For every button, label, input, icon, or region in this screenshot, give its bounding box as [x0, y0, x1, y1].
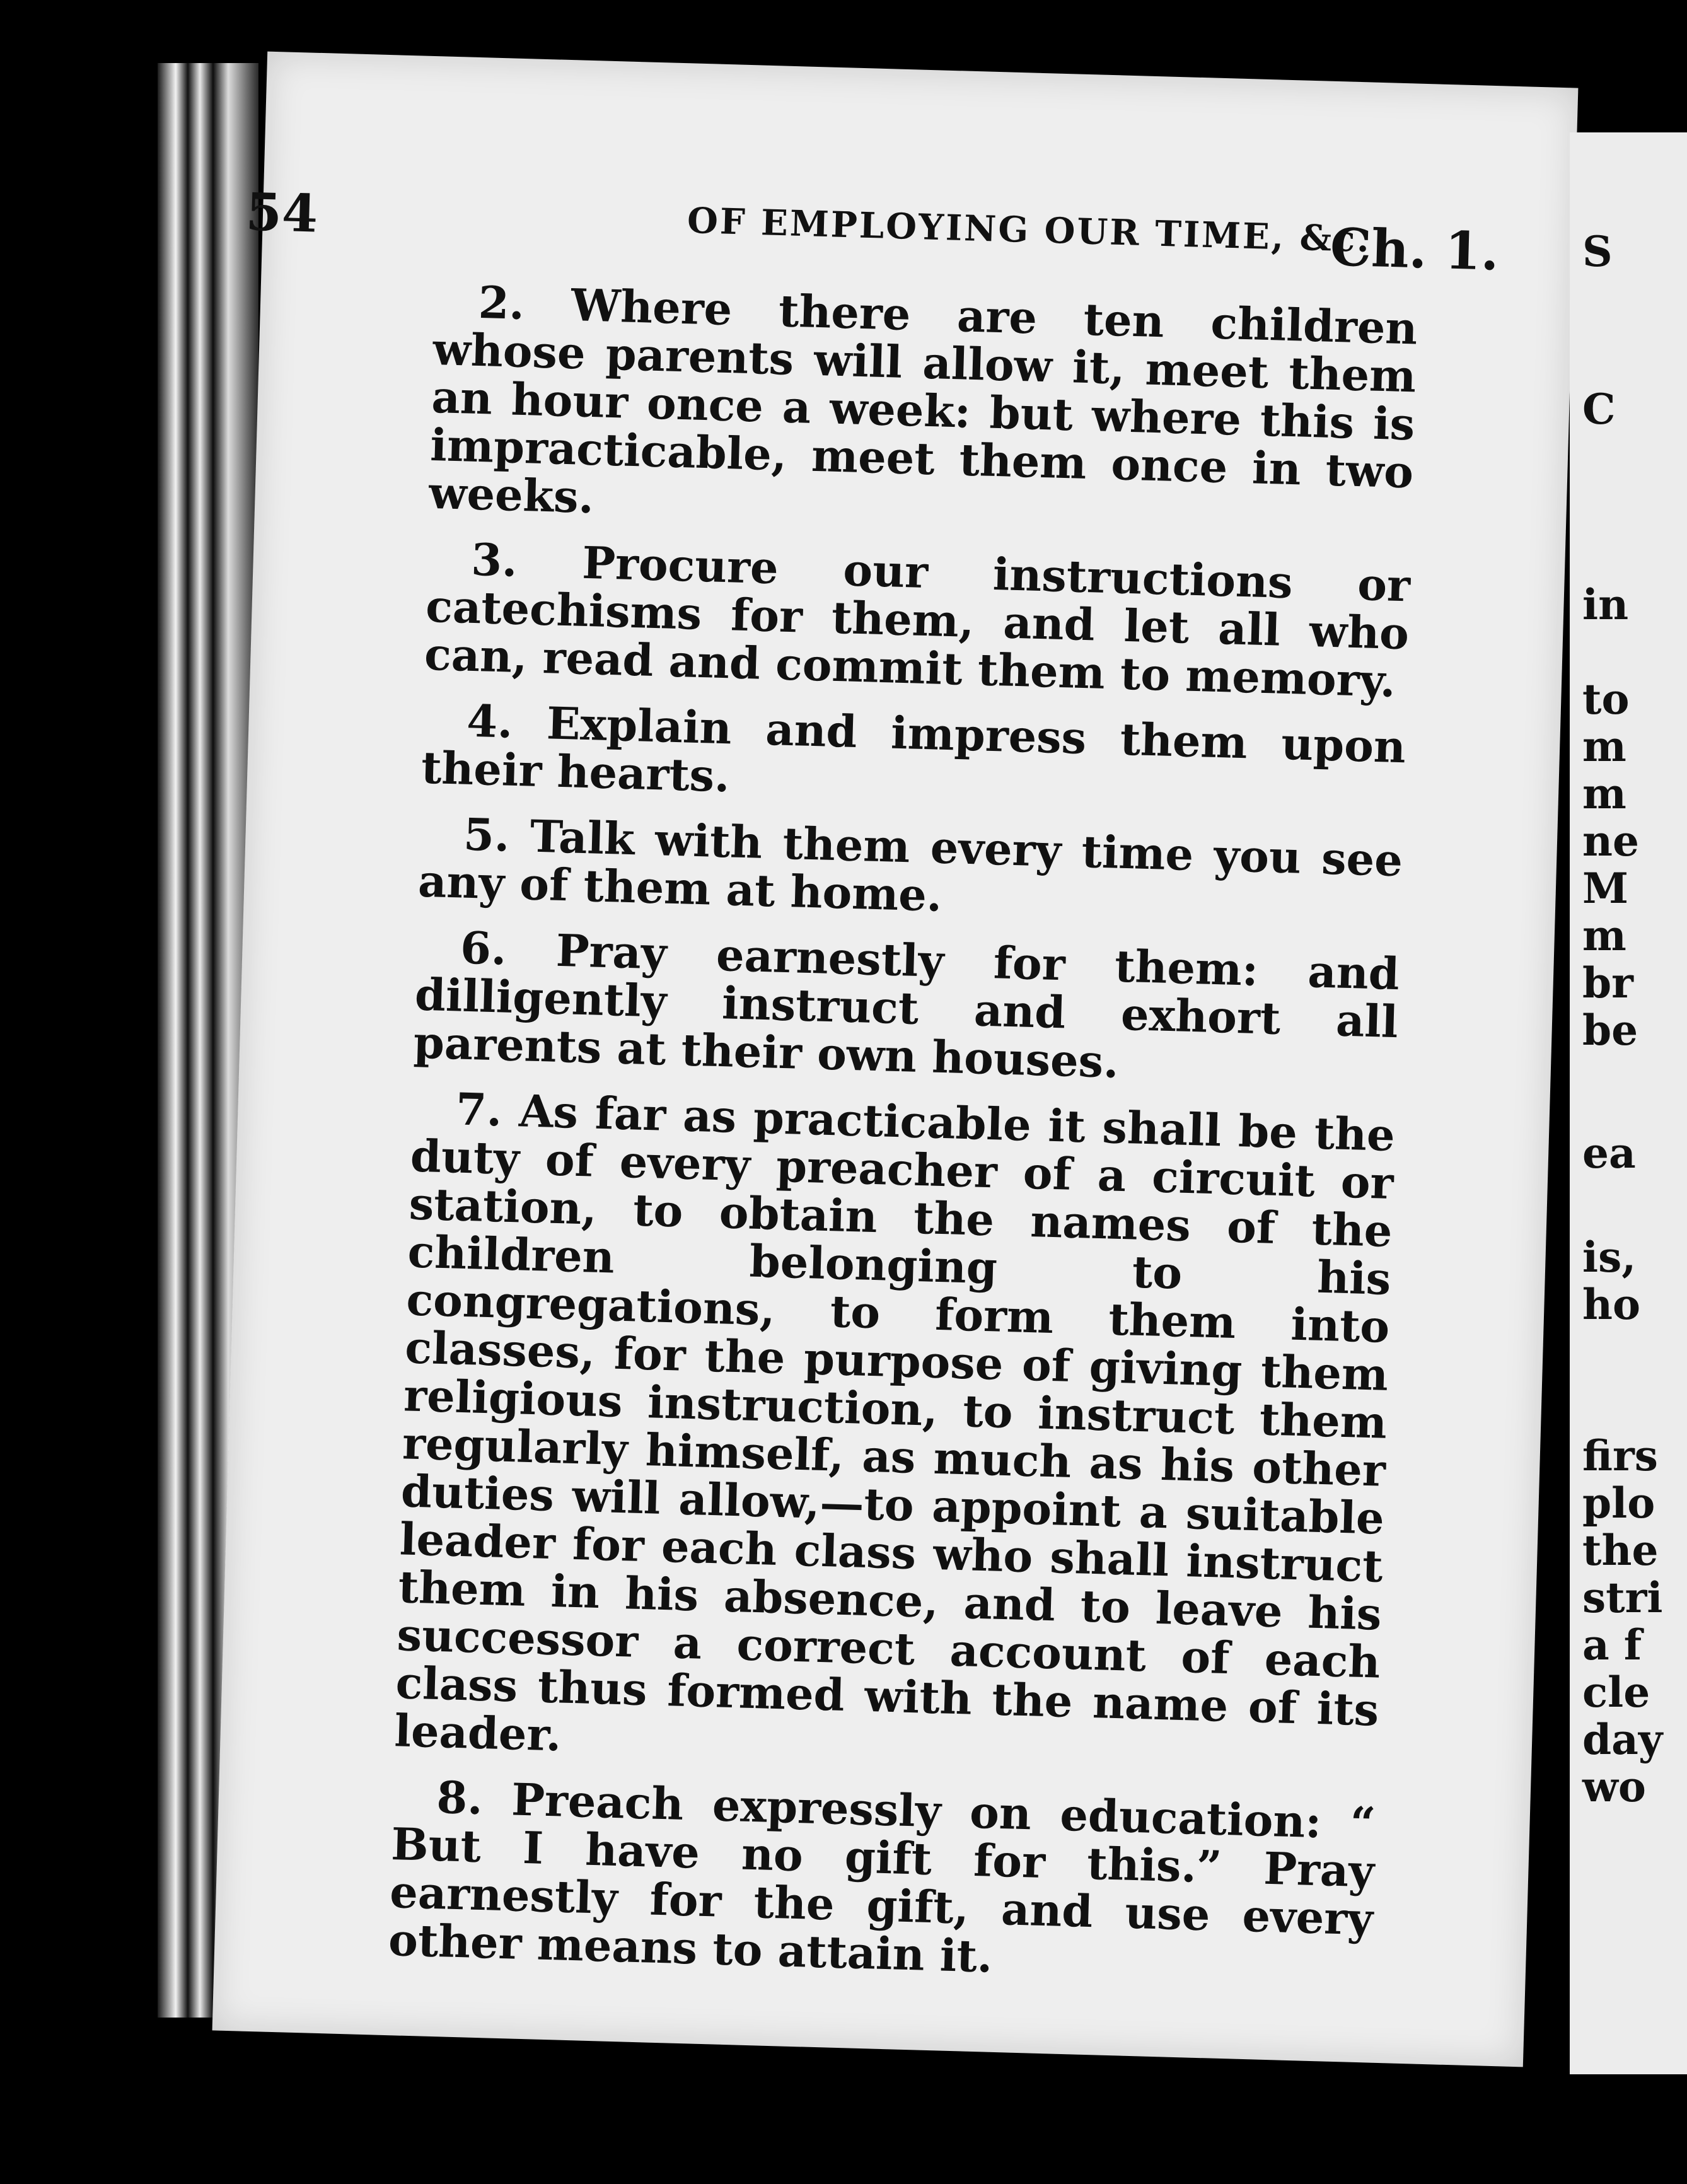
page-body [387, 277, 1418, 2009]
paragraph: 2. Where there are ten children whose parents will allow it, meet them an hour once a week: but where this is impracticable, meet them once in two weeks. [428, 276, 1418, 524]
fragment: S [1582, 227, 1613, 276]
fragment: be [1582, 1006, 1638, 1055]
paragraph: 6. Pray earnestly for them: and dilligently instruct and exhort all parents at their own houses. [412, 921, 1400, 1088]
paragraph: 4. Explain and impress them upon their hearts. [420, 694, 1406, 803]
chapter-reference: Ch. 1. [1329, 217, 1500, 282]
fragment: stri [1582, 1573, 1663, 1622]
fragment: ne [1582, 816, 1639, 866]
page-number: 54 [245, 182, 319, 245]
fragment: day [1582, 1715, 1663, 1764]
running-header: OF EMPLOYING OUR TIME, &c. [687, 199, 1372, 261]
fragment: plo [1582, 1478, 1655, 1528]
fragment: wo [1582, 1762, 1646, 1811]
paragraph: 3. Procure our instructions or catechisms for them, and let all who can, read and commit them to memory. [424, 533, 1412, 707]
paragraph: 5. Talk with them every time you see any of them at home. [417, 808, 1403, 922]
paragraph: 8. Preach expressly on education: “ But I have no gift for this.” Pray earnestly for the gift, and use every other means to attain it. [388, 1771, 1377, 1983]
fragment: m [1582, 911, 1626, 960]
fragment: firs [1582, 1431, 1658, 1480]
fragment: C [1582, 385, 1616, 434]
fragment: ho [1582, 1280, 1641, 1329]
fragment: to [1582, 675, 1630, 724]
right-page-edge [1570, 132, 1687, 2074]
fragment: m [1582, 722, 1626, 771]
fragment: a f [1582, 1620, 1642, 1670]
fragment: is, [1582, 1233, 1637, 1282]
fragment: m [1582, 769, 1626, 818]
fragment: cle [1582, 1668, 1650, 1717]
fragment: in [1582, 580, 1629, 629]
fragment: the [1582, 1526, 1659, 1575]
fragment: br [1582, 958, 1633, 1008]
paragraph: 7. As far as practicable it shall be the duty of every preacher of a circuit or station, to obtain the names of the children belonging to his congregations, to form them into classes, for the purpose of giving them religious instruction, to instruct them regularly himself, as much as his other duties will allow,—to appoint a suitable leader for each class who shall instruct them in his absence, and to leave his successor a correct account of each class thus formed with the name of its leader. [393, 1083, 1396, 1762]
fragment: M [1582, 864, 1629, 913]
fragment: ea [1582, 1129, 1636, 1178]
